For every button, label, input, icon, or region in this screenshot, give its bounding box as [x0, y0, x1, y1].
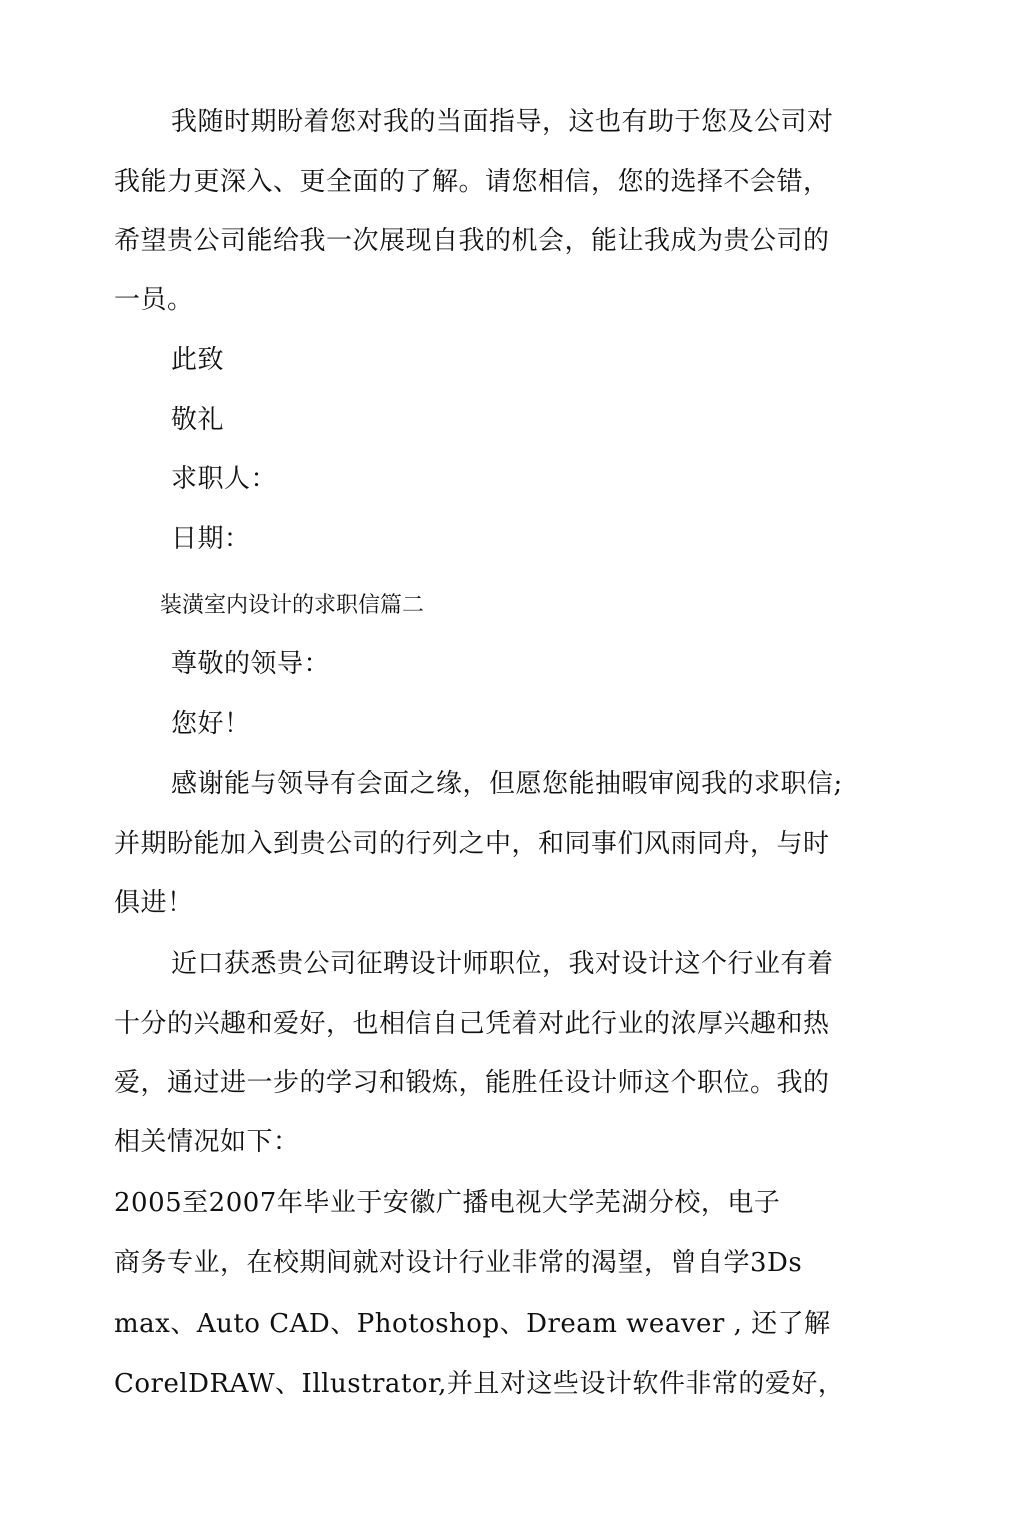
applicant-label: 求职人：: [171, 464, 278, 494]
paragraph-line: 商务专业，在校期间就对设计行业非常的渴望，曾自学3Ds: [114, 1248, 803, 1278]
paragraph-line: CorelDRAW、Illustrator,并且对这些设计软件非常的爱好，: [114, 1369, 845, 1399]
paragraph-line: 我随时期盼着您对我的当面指导，这也有助于您及公司对: [171, 107, 834, 137]
paragraph-line: 希望贵公司能给我一次展现自我的机会，能让我成为贵公司的: [114, 226, 830, 256]
paragraph-line: 爱，通过进一步的学习和锻炼，能胜任设计师这个职位。我的: [114, 1068, 830, 1098]
paragraph-line: 2005至2007年毕业于安徽广播电视大学芜湖分校，电子: [114, 1188, 781, 1218]
paragraph-line: 感谢能与领导有会面之缘，但愿您能抽暇审阅我的求职信;: [171, 769, 843, 799]
paragraph-line: 十分的兴趣和爱好，也相信自己凭着对此行业的浓厚兴趣和热: [114, 1009, 830, 1039]
paragraph-line: 我能力更深入、更全面的了解。请您相信，您的选择不会错，: [114, 167, 830, 197]
section-heading: 装潢室内设计的求职信篇二: [160, 593, 425, 618]
paragraph-line: 近口获悉贵公司征聘设计师职位，我对设计这个行业有着: [171, 949, 834, 979]
paragraph-line: 俱进！: [114, 888, 194, 918]
letter-hello: 您好！: [171, 709, 251, 739]
paragraph-line: 一员。: [114, 285, 194, 315]
paragraph-line: 并期盼能加入到贵公司的行列之中，和同事们风雨同舟，与时: [114, 829, 830, 859]
paragraph-line: 相关情况如下：: [114, 1127, 300, 1157]
closing-salutation: 此致: [171, 345, 225, 375]
date-label: 日期：: [171, 524, 251, 554]
paragraph-line: max、Auto CAD、Photoshop、Dream weaver , 还了解: [114, 1309, 831, 1339]
letter-greeting: 尊敬的领导：: [171, 649, 331, 679]
closing-salutation: 敬礼: [171, 405, 225, 435]
